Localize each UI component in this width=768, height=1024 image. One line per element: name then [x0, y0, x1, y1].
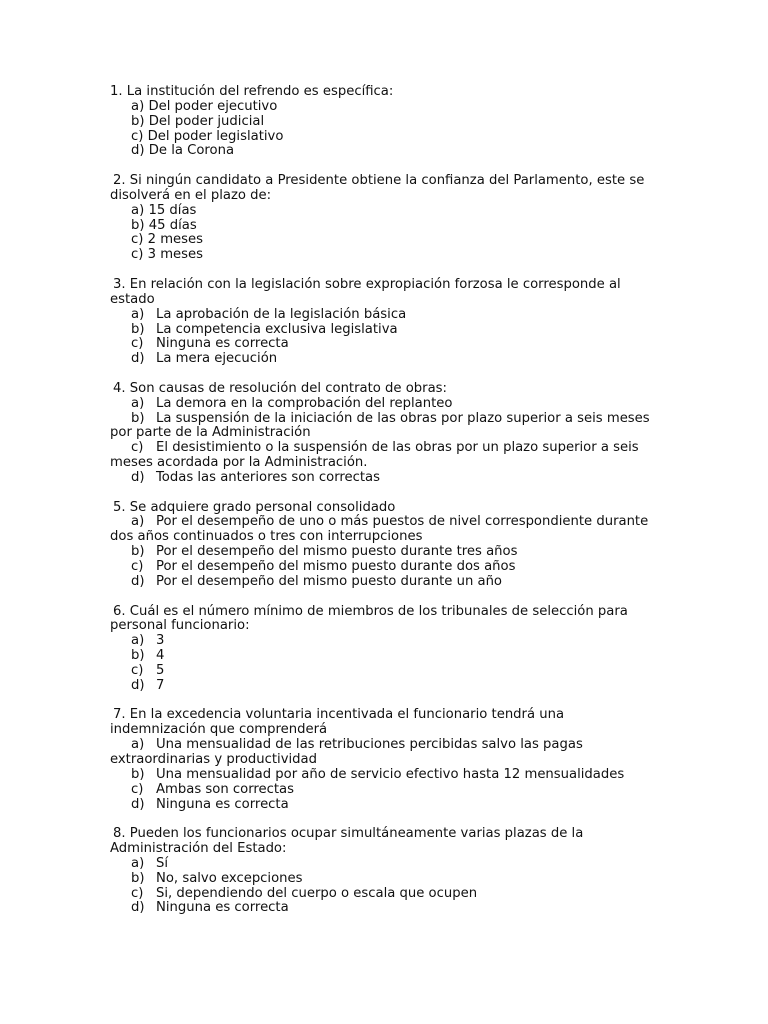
option-text: Si, dependiendo del cuerpo o escala que ocupen	[156, 885, 478, 901]
option-text: Una mensualidad de las retribuciones percibidas salvo las pagas extraordinarias y productividad	[110, 737, 588, 767]
document-page	[110, 85, 655, 931]
answer-option	[110, 323, 655, 338]
answer-option	[110, 219, 655, 234]
option-text: De la Corona	[148, 143, 235, 159]
question-statement: Si ningún candidato a Presidente obtiene la confianza del Parlamento, este se disolverá en el plazo de:	[110, 173, 649, 203]
option-letter: b)	[131, 410, 145, 426]
option-letter: c)	[131, 128, 144, 144]
option-text: 4	[156, 648, 165, 664]
option-letter: c)	[131, 781, 144, 797]
option-letter: d)	[131, 900, 145, 916]
option-text: Ninguna es correcta	[156, 336, 289, 352]
option-letter: c)	[131, 247, 144, 263]
option-text: Por el desempeño del mismo puesto durante tres años	[156, 544, 518, 560]
question-text	[110, 85, 655, 100]
option-letter: b)	[131, 113, 145, 129]
question-7	[110, 708, 655, 812]
question-6	[110, 605, 655, 694]
question-text	[110, 174, 655, 204]
question-statement: La institución del refrendo es específica:	[126, 84, 394, 99]
option-letter: d)	[131, 677, 145, 693]
answer-option	[110, 248, 655, 263]
question-text	[110, 827, 655, 857]
option-text: La aprobación de la legislación básica	[156, 306, 407, 322]
answer-option	[110, 337, 655, 352]
answer-option	[110, 100, 655, 115]
question-number: 5.	[113, 499, 126, 515]
answer-option	[110, 204, 655, 219]
option-letter: a)	[131, 633, 145, 649]
option-text: Del poder legislativo	[147, 128, 284, 144]
option-text: 2 meses	[147, 232, 204, 248]
option-text: La mera ejecución	[156, 351, 278, 367]
answer-option	[110, 575, 655, 590]
option-text: 15 días	[148, 202, 197, 218]
option-text: Del poder ejecutivo	[148, 98, 278, 114]
option-letter: b)	[131, 648, 145, 664]
question-number: 7.	[113, 707, 126, 723]
option-text: El desistimiento o la suspensión de las obras por un plazo superior a seis meses acordada por la Administración.	[110, 440, 643, 471]
option-text: Ninguna es correcta	[156, 900, 289, 916]
answer-option	[110, 115, 655, 130]
question-number: 1.	[110, 84, 123, 99]
option-text: La competencia exclusiva legislativa	[156, 321, 398, 337]
question-2	[110, 174, 655, 263]
option-letter: a)	[131, 737, 145, 753]
answer-option	[110, 798, 655, 813]
question-text	[110, 278, 655, 308]
answer-option	[110, 887, 655, 902]
option-letter: c)	[131, 440, 144, 456]
option-text: Ninguna es correcta	[156, 796, 289, 812]
option-letter: a)	[131, 306, 145, 322]
question-text	[110, 708, 655, 738]
option-letter: d)	[131, 796, 145, 812]
question-statement: Cuál es el número mínimo de miembros de los tribunales de selección para personal funcionario:	[110, 603, 633, 634]
question-statement: Son causas de resolución del contrato de obras:	[129, 380, 447, 396]
option-text: Del poder judicial	[148, 113, 265, 129]
answer-option	[110, 130, 655, 145]
option-letter: b)	[131, 766, 145, 782]
answer-option	[110, 515, 655, 545]
option-text: Ambas son correctas	[156, 781, 294, 797]
answer-option	[110, 649, 655, 664]
answer-option	[110, 397, 655, 412]
answer-option	[110, 560, 655, 575]
answer-option	[110, 634, 655, 649]
option-text: 3 meses	[147, 247, 204, 263]
option-text: Sí	[156, 855, 169, 871]
answer-option	[110, 857, 655, 872]
option-text: Por el desempeño del mismo puesto durante un año	[156, 573, 503, 589]
question-number: 6.	[113, 603, 126, 619]
option-letter: a)	[131, 514, 145, 530]
option-letter: b)	[131, 217, 145, 233]
option-text: La suspensión de la iniciación de las obras por plazo superior a seis meses por parte de la Administración	[110, 410, 654, 441]
question-text	[110, 382, 655, 397]
question-1	[110, 85, 655, 159]
option-letter: a)	[131, 98, 145, 114]
answer-option	[110, 352, 655, 367]
question-statement: En la excedencia voluntaria incentivada el funcionario tendrá una indemnización que comprenderá	[110, 707, 569, 738]
option-text: Todas las anteriores son correctas	[156, 469, 381, 485]
option-letter: c)	[131, 559, 144, 574]
option-letter: c)	[131, 336, 144, 352]
question-text	[110, 605, 655, 635]
answer-option	[110, 738, 655, 768]
option-text: La demora en la comprobación del replanteo	[156, 395, 453, 411]
option-text: 3	[156, 633, 165, 649]
question-statement: Se adquiere grado personal consolidado	[129, 499, 396, 515]
option-letter: b)	[131, 321, 145, 337]
answer-option	[110, 308, 655, 323]
option-text: No, salvo excepciones	[156, 870, 303, 886]
answer-option	[110, 545, 655, 560]
answer-option	[110, 233, 655, 248]
answer-option	[110, 901, 655, 916]
option-letter: d)	[131, 469, 145, 485]
question-8	[110, 827, 655, 916]
question-4	[110, 382, 655, 486]
option-letter: d)	[131, 351, 145, 367]
option-text: Por el desempeño de uno o más puestos de nivel correspondiente durante dos años continuados o tres con interrupciones	[110, 514, 653, 545]
answer-option	[110, 783, 655, 798]
question-statement: En relación con la legislación sobre expropiación forzosa le corresponde al estado	[110, 276, 625, 307]
option-letter: d)	[131, 143, 145, 159]
option-letter: a)	[131, 202, 145, 218]
answer-option	[110, 664, 655, 679]
option-text: Por el desempeño del mismo puesto durante dos años	[156, 559, 516, 574]
question-5	[110, 501, 655, 590]
option-letter: c)	[131, 662, 144, 678]
answer-option	[110, 471, 655, 486]
option-letter: a)	[131, 855, 145, 871]
option-text: 45 días	[148, 217, 197, 233]
answer-option	[110, 768, 655, 783]
question-3	[110, 278, 655, 367]
option-letter: d)	[131, 573, 145, 589]
option-letter: c)	[131, 232, 144, 248]
option-letter: b)	[131, 544, 145, 560]
question-number: 3.	[113, 276, 126, 292]
answer-option	[110, 679, 655, 694]
question-statement: Pueden los funcionarios ocupar simultáneamente varias plazas de la Administración del Estado:	[110, 826, 588, 857]
question-number: 4.	[113, 380, 126, 396]
option-letter: b)	[131, 870, 145, 886]
option-text: Una mensualidad por año de servicio efectivo hasta 12 mensualidades	[156, 766, 625, 782]
option-letter: a)	[131, 395, 145, 411]
answer-option	[110, 872, 655, 887]
answer-option	[110, 412, 655, 442]
answer-option	[110, 441, 655, 471]
question-number: 8.	[113, 826, 126, 842]
option-letter: c)	[131, 885, 144, 901]
option-text: 7	[156, 677, 165, 693]
question-number: 2.	[113, 173, 126, 189]
option-text: 5	[156, 662, 165, 678]
answer-option	[110, 144, 655, 159]
